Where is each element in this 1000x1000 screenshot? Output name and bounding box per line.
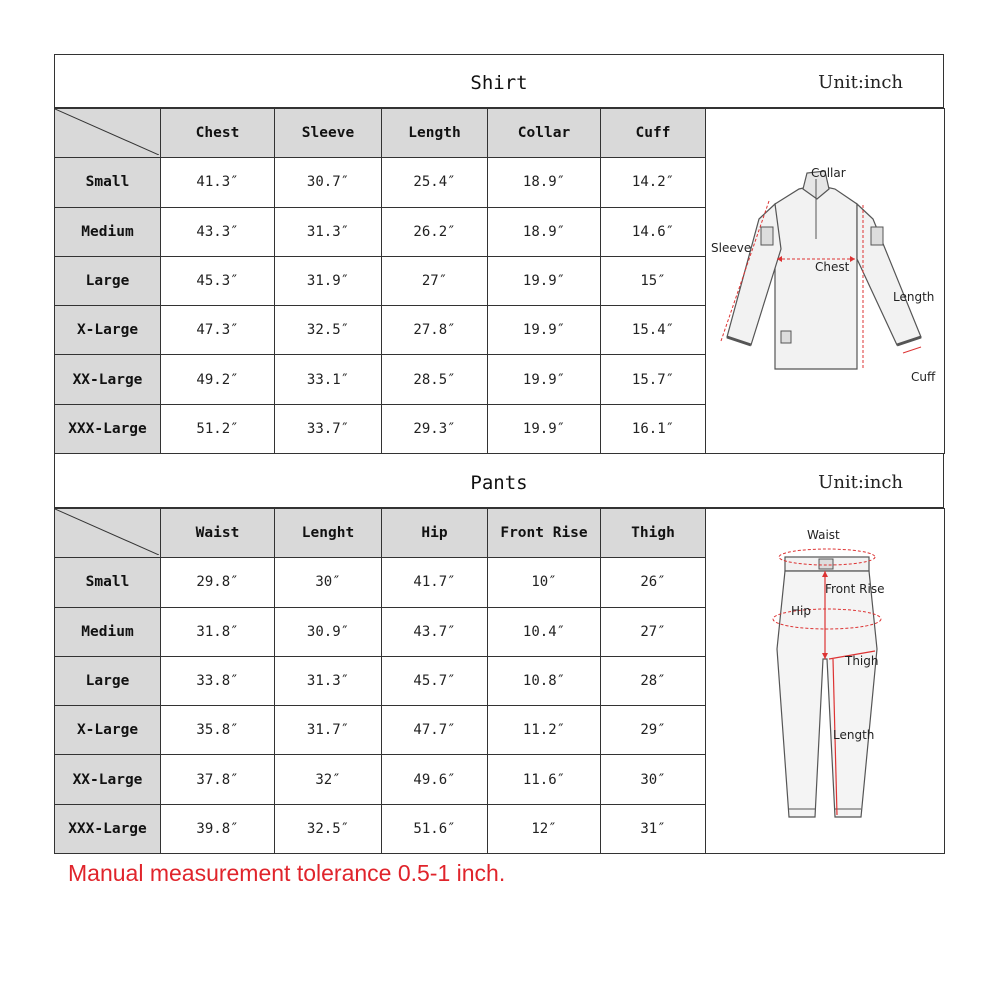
shirt-title: Shirt xyxy=(470,72,528,94)
pants-header-row xyxy=(55,509,945,558)
shirt-label-cuff: Cuff xyxy=(910,370,935,384)
size-label: X-Large xyxy=(55,306,161,355)
table-cell: 45.3″ xyxy=(161,256,275,305)
pants-unit: Unit:inch xyxy=(818,472,903,493)
table-cell: 27″ xyxy=(601,607,706,656)
size-label: Small xyxy=(55,158,161,207)
table-cell: 33.1″ xyxy=(275,355,382,404)
table-cell: 35.8″ xyxy=(161,706,275,755)
table-cell: 29.3″ xyxy=(382,404,488,453)
size-label: X-Large xyxy=(55,706,161,755)
size-label: Large xyxy=(55,256,161,305)
column-header: Thigh xyxy=(601,509,706,558)
table-cell: 29″ xyxy=(601,706,706,755)
size-label: XXX-Large xyxy=(55,804,161,853)
table-cell: 10.4″ xyxy=(488,607,601,656)
pants-section-header xyxy=(55,455,943,508)
column-header: Collar xyxy=(488,109,601,158)
table-cell: 14.2″ xyxy=(601,158,706,207)
table-cell: 30.7″ xyxy=(275,158,382,207)
size-label: XX-Large xyxy=(55,355,161,404)
column-header: Chest xyxy=(161,109,275,158)
shirt-diagram-cell xyxy=(706,109,945,454)
table-cell: 33.7″ xyxy=(275,404,382,453)
pants-label-thigh: Thigh xyxy=(844,654,878,668)
table-cell: 15.4″ xyxy=(601,306,706,355)
table-cell: 11.2″ xyxy=(488,706,601,755)
table-cell: 27″ xyxy=(382,256,488,305)
shirt-size-table xyxy=(54,108,945,454)
table-cell: 26.2″ xyxy=(382,207,488,256)
table-cell: 30″ xyxy=(275,558,382,607)
shirt-header-row xyxy=(55,109,945,158)
table-cell: 16.1″ xyxy=(601,404,706,453)
pants-label-hip: Hip xyxy=(790,604,811,618)
table-cell: 51.6″ xyxy=(382,804,488,853)
table-cell: 31.3″ xyxy=(275,207,382,256)
tolerance-note: Manual measurement tolerance 0.5-1 inch. xyxy=(68,860,506,886)
table-cell: 31.7″ xyxy=(275,706,382,755)
table-cell: 14.6″ xyxy=(601,207,706,256)
pants-label-front-rise: Front Rise xyxy=(824,582,884,596)
column-header: Cuff xyxy=(601,109,706,158)
column-header: Hip xyxy=(382,509,488,558)
shirt-label-collar: Collar xyxy=(810,166,846,180)
table-cell: 31.9″ xyxy=(275,256,382,305)
pants-size-table xyxy=(54,508,945,854)
pants-label-waist: Waist xyxy=(806,528,840,542)
table-cell: 10.8″ xyxy=(488,656,601,705)
table-cell: 18.9″ xyxy=(488,158,601,207)
table-cell: 32.5″ xyxy=(275,804,382,853)
table-cell: 30.9″ xyxy=(275,607,382,656)
pants-diagram-cell xyxy=(706,509,945,854)
size-label: Medium xyxy=(55,207,161,256)
table-cell: 41.7″ xyxy=(382,558,488,607)
table-cell: 47.3″ xyxy=(161,306,275,355)
table-cell: 19.9″ xyxy=(488,404,601,453)
table-cell: 12″ xyxy=(488,804,601,853)
column-header: Lenght xyxy=(275,509,382,558)
table-cell: 43.3″ xyxy=(161,207,275,256)
column-header: Front Rise xyxy=(488,509,601,558)
table-cell: 26″ xyxy=(601,558,706,607)
table-cell: 10″ xyxy=(488,558,601,607)
pants-title: Pants xyxy=(470,472,528,494)
table-cell: 43.7″ xyxy=(382,607,488,656)
table-cell: 45.7″ xyxy=(382,656,488,705)
table-cell: 30″ xyxy=(601,755,706,804)
table-cell: 37.8″ xyxy=(161,755,275,804)
table-cell: 15.7″ xyxy=(601,355,706,404)
shirt-label-length: Length xyxy=(892,290,934,304)
shirt-diagram xyxy=(707,109,944,449)
table-cell: 39.8″ xyxy=(161,804,275,853)
size-label: XXX-Large xyxy=(55,404,161,453)
table-corner-cell xyxy=(55,509,161,558)
table-cell: 19.9″ xyxy=(488,256,601,305)
column-header: Length xyxy=(382,109,488,158)
table-cell: 28″ xyxy=(601,656,706,705)
diagonal-line-icon xyxy=(55,109,159,155)
diagonal-line-icon xyxy=(55,509,159,555)
table-cell: 25.4″ xyxy=(382,158,488,207)
table-cell: 18.9″ xyxy=(488,207,601,256)
table-cell: 33.8″ xyxy=(161,656,275,705)
table-cell: 19.9″ xyxy=(488,355,601,404)
table-cell: 49.2″ xyxy=(161,355,275,404)
pants-label-length: Length xyxy=(832,728,874,742)
table-cell: 49.6″ xyxy=(382,755,488,804)
size-label: XX-Large xyxy=(55,755,161,804)
shirt-section-header xyxy=(55,55,943,108)
table-cell: 31.8″ xyxy=(161,607,275,656)
table-cell: 31.3″ xyxy=(275,656,382,705)
table-cell: 27.8″ xyxy=(382,306,488,355)
table-cell: 11.6″ xyxy=(488,755,601,804)
size-label: Medium xyxy=(55,607,161,656)
table-corner-cell xyxy=(55,109,161,158)
table-cell: 19.9″ xyxy=(488,306,601,355)
pants-diagram xyxy=(707,509,944,849)
table-cell: 51.2″ xyxy=(161,404,275,453)
size-label: Small xyxy=(55,558,161,607)
table-cell: 41.3″ xyxy=(161,158,275,207)
table-cell: 32″ xyxy=(275,755,382,804)
shirt-unit: Unit:inch xyxy=(818,72,903,93)
table-cell: 32.5″ xyxy=(275,306,382,355)
shirt-label-chest: Chest xyxy=(814,260,849,274)
column-header: Waist xyxy=(161,509,275,558)
table-cell: 15″ xyxy=(601,256,706,305)
table-cell: 31″ xyxy=(601,804,706,853)
column-header: Sleeve xyxy=(275,109,382,158)
table-cell: 28.5″ xyxy=(382,355,488,404)
size-chart xyxy=(54,54,944,852)
table-cell: 29.8″ xyxy=(161,558,275,607)
size-label: Large xyxy=(55,656,161,705)
shirt-label-sleeve: Sleeve xyxy=(710,241,751,255)
table-cell: 47.7″ xyxy=(382,706,488,755)
